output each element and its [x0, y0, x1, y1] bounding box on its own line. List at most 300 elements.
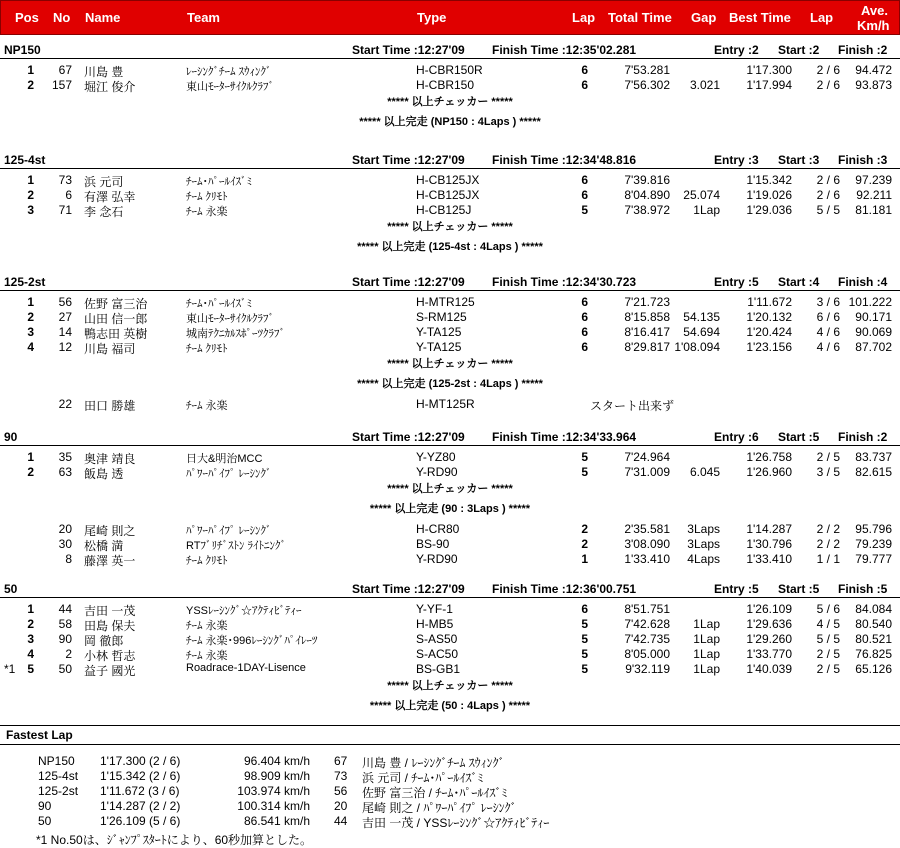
start-time: Start Time :12:27'09 — [352, 582, 465, 596]
cell-name: 李 念石 — [84, 205, 124, 219]
cell-name: 堀江 俊介 — [84, 80, 136, 94]
cell-team: ﾁｰﾑ 永楽･996ﾚｰｼﾝｸﾞﾊﾟｲﾚｰﾂ — [186, 635, 318, 647]
cell-type: H-CB125JX — [416, 188, 480, 202]
cell-lap: 6 — [581, 325, 588, 339]
cell-team: 城南ﾃｸﾆｶﾙｽﾎﾟｰﾂｸﾗﾌﾞ — [186, 328, 285, 340]
cell-no: 22 — [58, 397, 72, 411]
start-time: Start Time :12:27'09 — [352, 430, 465, 444]
cell-pos: 2 — [27, 310, 34, 324]
cell-best: 1'30.796 — [746, 537, 792, 551]
fastest-lap-section — [0, 725, 900, 846]
cell-bl: 2 / 6 — [816, 188, 840, 202]
finish-count: Finish :3 — [838, 153, 888, 167]
cell-lap: 6 — [581, 188, 588, 202]
fastest-who: 吉田 一茂 / YSSﾚｰｼﾝｸﾞ☆ｱｸﾃｨﾋﾞﾃｨｰ — [362, 816, 550, 830]
result-row — [0, 601, 900, 616]
cell-ave: 83.737 — [855, 450, 892, 464]
cell-team: ﾁｰﾑ･ﾊﾟｰﾙｲｽﾞﾐ — [186, 298, 252, 310]
cell-total: 8'51.751 — [624, 602, 670, 616]
result-row — [0, 631, 900, 646]
cell-lap: 1 — [581, 552, 588, 566]
cell-gap: 1Lap — [693, 632, 720, 646]
cell-pos: 1 — [27, 295, 34, 309]
col-name: Name — [85, 10, 121, 25]
finish-count: Finish :2 — [838, 430, 888, 444]
cell-name: 川島 福司 — [84, 342, 136, 356]
cell-no: 56 — [58, 295, 72, 309]
fastest-time: 1'17.300 (2 / 6) — [100, 754, 181, 768]
penalty-mark: *1 — [4, 662, 16, 676]
cell-gap: 1Lap — [693, 647, 720, 661]
finish-count: Finish :4 — [838, 275, 888, 289]
cell-ave: 87.702 — [855, 340, 892, 354]
cell-lap: 6 — [581, 295, 588, 309]
cell-ave: 76.825 — [855, 647, 892, 661]
result-row — [0, 309, 900, 324]
finish-time: Finish Time :12:34'30.723 — [492, 275, 637, 289]
col-type: Type — [417, 10, 447, 25]
cell-bl: 4 / 5 — [816, 617, 840, 631]
cell-bl: 5 / 5 — [816, 203, 840, 217]
cell-gap: 54.135 — [683, 310, 720, 324]
cell-best: 1'29.260 — [746, 632, 792, 646]
cell-no: 20 — [58, 522, 72, 536]
start-count: Start :3 — [778, 153, 820, 167]
cell-total: 7'21.723 — [624, 295, 670, 309]
cell-gap: 3Laps — [687, 522, 720, 536]
extra-row — [0, 551, 900, 566]
cell-ave: 101.222 — [848, 295, 892, 309]
cell-total: 7'38.972 — [624, 203, 670, 217]
col-ave: Ave. — [861, 3, 888, 18]
cell-gap: 1Lap — [693, 203, 720, 217]
cell-pos: 1 — [27, 173, 34, 187]
cell-ave: 79.239 — [855, 537, 892, 551]
entry-count: Entry :5 — [714, 275, 759, 289]
class-section — [0, 41, 900, 132]
cell-best: 1'20.424 — [746, 325, 792, 339]
class-section — [0, 151, 900, 257]
cell-ave: 82.615 — [855, 465, 892, 479]
finish-message: ***** 以上完走 (50 : 4Laps ) ***** — [369, 700, 531, 712]
cell-bl: 2 / 5 — [816, 662, 840, 676]
start-time: Start Time :12:27'09 — [352, 275, 465, 289]
cell-no: 30 — [58, 537, 72, 551]
cell-type: Y-TA125 — [416, 325, 462, 339]
cell-team: Roadrace-1DAY-Lisence — [186, 662, 306, 674]
col-lap: Lap — [572, 10, 596, 25]
fastest-no: 56 — [334, 784, 348, 798]
cell-no: 14 — [58, 325, 72, 339]
fastest-cls: 50 — [38, 814, 52, 828]
class-name: 90 — [4, 430, 18, 444]
cell-name: 岡 徹郎 — [84, 634, 124, 648]
cell-no: 6 — [65, 188, 72, 202]
cell-pos: 3 — [27, 632, 34, 646]
cell-name: 山田 信一郎 — [84, 312, 148, 326]
result-row — [0, 324, 900, 339]
col-team: Team — [187, 10, 220, 25]
cell-bl: 2 / 5 — [816, 450, 840, 464]
cell-name: 鴨志田 英樹 — [84, 327, 148, 341]
cell-no: 73 — [58, 173, 72, 187]
cell-type: H-CR80 — [416, 522, 460, 536]
fastest-speed: 96.404 km/h — [243, 754, 310, 768]
cell-bl: 3 / 6 — [816, 295, 840, 309]
cell-best: 1'14.287 — [746, 522, 792, 536]
finish-time: Finish Time :12:34'33.964 — [492, 430, 637, 444]
cell-type: Y-YF-1 — [416, 602, 453, 616]
cell-bl: 1 / 1 — [816, 552, 840, 566]
finish-time: Finish Time :12:36'00.751 — [492, 582, 637, 596]
cell-lap: 6 — [581, 173, 588, 187]
finish-time: Finish Time :12:35'02.281 — [492, 43, 637, 57]
cell-best: 1'29.636 — [746, 617, 792, 631]
footnote — [0, 828, 900, 846]
result-row — [0, 339, 900, 354]
col-total-time: Total Time — [608, 10, 672, 25]
checker-message: ***** 以上チェッカー ***** — [387, 483, 513, 495]
finish-time: Finish Time :12:34'48.816 — [492, 153, 637, 167]
entry-count: Entry :2 — [714, 43, 759, 57]
cell-team: ﾊﾟﾜｰﾊﾟｲﾌﾟ ﾚｰｼﾝｸﾞ — [186, 525, 272, 537]
cell-lap: 5 — [581, 647, 588, 661]
fastest-no: 44 — [334, 814, 348, 828]
result-row — [0, 449, 900, 464]
cell-bl: 2 / 5 — [816, 647, 840, 661]
cell-total: 2'35.581 — [624, 522, 670, 536]
class-header — [0, 273, 900, 291]
cell-type: S-AC50 — [416, 647, 459, 661]
class-section — [0, 428, 900, 566]
cell-total: 7'39.816 — [624, 173, 670, 187]
cell-total: 8'15.858 — [624, 310, 670, 324]
fastest-who: 尾崎 則之 / ﾊﾟﾜｰﾊﾟｲﾌﾟ ﾚｰｼﾝｸﾞ — [362, 801, 517, 815]
cell-ave: 95.796 — [855, 522, 892, 536]
cell-lap: 5 — [581, 203, 588, 217]
cell-total: 1'33.410 — [624, 552, 670, 566]
cell-ave: 92.211 — [856, 188, 892, 202]
result-row — [0, 202, 900, 217]
cell-lap: 5 — [581, 465, 588, 479]
start-count: Start :2 — [778, 43, 820, 57]
cell-total: 8'29.817 — [624, 340, 670, 354]
fastest-lap-row — [0, 753, 900, 768]
cell-no: 71 — [58, 203, 72, 217]
cell-name: 浜 元司 — [84, 175, 124, 189]
fastest-cls: 125-2st — [38, 784, 79, 798]
checker-message: ***** 以上チェッカー ***** — [387, 96, 513, 108]
cell-type: Y-RD90 — [416, 465, 458, 479]
cell-gap: 4Laps — [687, 552, 720, 566]
cell-best: 1'17.300 — [746, 63, 792, 77]
cell-name: 田島 保夫 — [84, 619, 136, 633]
cell-lap: 6 — [581, 340, 588, 354]
result-row — [0, 77, 900, 92]
cell-ave: 93.873 — [855, 78, 892, 92]
footnote-text: *1 No.50は、ｼﾞｬﾝﾌﾟｽﾀｰﾄにより、60秒加算とした。 — [36, 833, 313, 847]
cell-pos: 1 — [27, 63, 34, 77]
cell-ave: 84.084 — [855, 602, 892, 616]
cell-no: 50 — [58, 662, 72, 676]
cell-name: 吉田 一茂 — [84, 604, 136, 618]
result-row — [0, 616, 900, 631]
cell-best: 1'29.036 — [746, 203, 792, 217]
fastest-who: 浜 元司 / ﾁｰﾑ･ﾊﾟｰﾙｲｽﾞﾐ — [362, 771, 484, 785]
finish-count: Finish :2 — [838, 43, 888, 57]
result-row — [0, 187, 900, 202]
start-count: Start :5 — [778, 430, 820, 444]
fastest-time: 1'11.672 (3 / 6) — [100, 784, 180, 798]
cell-bl: 2 / 2 — [816, 537, 840, 551]
col-gap: Gap — [691, 10, 717, 25]
cell-team: 東山ﾓｰﾀｰｻｲｸﾙｸﾗﾌﾞ — [186, 313, 274, 325]
cell-type: S-RM125 — [416, 310, 467, 324]
cell-gap: 25.074 — [683, 188, 720, 202]
cell-name: 益子 國光 — [84, 664, 136, 678]
cell-pos: 1 — [27, 450, 34, 464]
cell-total: 7'31.009 — [624, 465, 670, 479]
finish-message: ***** 以上完走 (90 : 3Laps ) ***** — [369, 503, 531, 515]
fastest-no: 67 — [334, 754, 348, 768]
cell-bl: 2 / 6 — [816, 173, 840, 187]
cell-team: ﾁｰﾑ ｸﾘﾓﾄ — [186, 343, 228, 355]
cell-ave: 90.171 — [855, 310, 892, 324]
checker-message: ***** 以上チェッカー ***** — [387, 680, 513, 692]
cell-team: ﾁｰﾑ 永楽 — [186, 620, 228, 632]
cell-team: YSSﾚｰｼﾝｸﾞ☆ｱｸﾃｨﾋﾞﾃｨｰ — [186, 605, 302, 617]
cell-bl: 2 / 6 — [816, 78, 840, 92]
class-header — [0, 580, 900, 598]
checker-message: ***** 以上チェッカー ***** — [387, 221, 513, 233]
cell-type: H-MT125R — [416, 397, 475, 411]
fastest-time: 1'14.287 (2 / 2) — [100, 799, 181, 813]
result-row — [0, 294, 900, 309]
cell-best: 1'15.342 — [746, 173, 792, 187]
cell-bl: 3 / 5 — [816, 465, 840, 479]
cell-gap: 3Laps — [687, 537, 720, 551]
class-name: 50 — [4, 582, 18, 596]
cell-lap: 5 — [581, 662, 588, 676]
fastest-speed: 100.314 km/h — [237, 799, 310, 813]
class-section — [0, 580, 900, 716]
cell-type: H-CB125JX — [416, 173, 480, 187]
result-row — [0, 62, 900, 77]
cell-team: ﾊﾟﾜｰﾊﾟｲﾌﾟ ﾚｰｼﾝｸﾞ — [186, 468, 272, 480]
cell-best: 1'26.109 — [746, 602, 792, 616]
col-best-time: Best Time — [729, 10, 791, 25]
cell-no: 27 — [58, 310, 72, 324]
cell-team: ﾁｰﾑ 永楽 — [186, 400, 228, 412]
finish-message: ***** 以上完走 (NP150 : 4Laps ) ***** — [359, 116, 541, 128]
cell-team: RTﾌﾞﾘﾁﾞｽﾄﾝ ﾗｲﾄﾆﾝｸﾞ — [186, 540, 287, 552]
result-row — [0, 646, 900, 661]
cell-no: 157 — [51, 78, 72, 92]
cell-ave: 81.181 — [855, 203, 892, 217]
cell-name: 川島 豊 — [84, 65, 124, 79]
cell-ave: 65.126 — [855, 662, 892, 676]
fastest-who: 佐野 富三治 / ﾁｰﾑ･ﾊﾟｰﾙｲｽﾞﾐ — [362, 786, 508, 800]
cell-total: 8'05.000 — [624, 647, 670, 661]
class-name: 125-2st — [4, 275, 46, 289]
fastest-no: 73 — [334, 769, 348, 783]
cell-pos: 4 — [27, 340, 34, 354]
cell-ave: 79.777 — [855, 552, 892, 566]
cell-type: S-AS50 — [416, 632, 458, 646]
cell-lap: 6 — [581, 602, 588, 616]
extra-row — [0, 521, 900, 536]
cell-ave: 97.239 — [855, 173, 892, 187]
fastest-speed: 98.909 km/h — [243, 769, 310, 783]
cell-lap: 5 — [581, 617, 588, 631]
cell-type: Y-TA125 — [416, 340, 462, 354]
cell-no: 12 — [58, 340, 72, 354]
start-count: Start :5 — [778, 582, 820, 596]
fastest-lap-row — [0, 768, 900, 783]
cell-name: 飯島 透 — [84, 467, 124, 481]
cell-type: Y-YZ80 — [416, 450, 456, 464]
cell-pos: 3 — [27, 203, 34, 217]
fastest-lap-row — [0, 783, 900, 798]
cell-total: 7'42.735 — [624, 632, 670, 646]
cell-best: 1'26.960 — [746, 465, 792, 479]
cell-type: H-CBR150R — [416, 63, 483, 77]
cell-best: 1'40.039 — [746, 662, 792, 676]
fastest-lap-list — [0, 745, 900, 828]
cell-bl: 2 / 2 — [816, 522, 840, 536]
start-time: Start Time :12:27'09 — [352, 43, 465, 57]
cell-lap: 5 — [581, 632, 588, 646]
entry-count: Entry :3 — [714, 153, 759, 167]
cell-team: ﾚｰｼﾝｸﾞﾁｰﾑ ｽｳｨﾝｸﾞ — [186, 66, 272, 78]
cell-ave: 80.521 — [855, 632, 892, 646]
fastest-time: 1'15.342 (2 / 6) — [100, 769, 181, 783]
cell-ave: 94.472 — [855, 63, 892, 77]
cell-name: 松橋 満 — [84, 539, 124, 553]
cell-gap: 54.694 — [683, 325, 720, 339]
col-no: No — [53, 10, 71, 25]
cell-gap: 6.045 — [689, 465, 720, 479]
start-time: Start Time :12:27'09 — [352, 153, 465, 167]
cell-no: 2 — [65, 647, 72, 661]
cell-name: 尾崎 則之 — [84, 524, 136, 538]
class-header — [0, 151, 900, 169]
cell-total: 7'24.964 — [624, 450, 670, 464]
cell-ave: 80.540 — [855, 617, 892, 631]
cell-best: 1'33.410 — [746, 552, 792, 566]
fastest-lap-header — [0, 725, 900, 745]
cell-best: 1'17.994 — [746, 78, 792, 92]
cell-name: 藤澤 英一 — [84, 554, 136, 568]
col-kmh: Km/h — [857, 18, 890, 33]
cell-pos: 2 — [27, 78, 34, 92]
cell-pos: 2 — [27, 617, 34, 631]
cell-total: 7'53.281 — [624, 63, 670, 77]
cell-team: ﾁｰﾑ 永楽 — [186, 206, 228, 218]
cell-bl: 5 / 6 — [816, 602, 840, 616]
cell-name: 佐野 富三治 — [84, 297, 148, 311]
cell-type: BS-90 — [416, 537, 450, 551]
class-name: 125-4st — [4, 153, 46, 167]
cell-bl: 4 / 6 — [816, 340, 840, 354]
fastest-lap-title: Fastest Lap — [6, 728, 73, 742]
cell-pos: 2 — [27, 188, 34, 202]
cell-bl: 5 / 5 — [816, 632, 840, 646]
cell-team: ﾁｰﾑ ｸﾘﾓﾄ — [186, 191, 228, 203]
cell-lap: 2 — [581, 537, 588, 551]
cell-lap: 6 — [581, 310, 588, 324]
extra-row — [0, 396, 900, 411]
cell-ave: 90.069 — [855, 325, 892, 339]
cell-total: 3'08.090 — [624, 537, 670, 551]
cell-note: スタート出来ず — [590, 399, 675, 413]
fastest-cls: 90 — [38, 799, 52, 813]
cell-bl: 6 / 6 — [816, 310, 840, 324]
cell-team: 東山ﾓｰﾀｰｻｲｸﾙｸﾗﾌﾞ — [186, 81, 274, 93]
fastest-who: 川島 豊 / ﾚｰｼﾝｸﾞﾁｰﾑ ｽｳｨﾝｸﾞ — [362, 756, 505, 770]
col-pos: Pos — [15, 10, 39, 25]
cell-type: H-CBR150 — [416, 78, 475, 92]
cell-team: ﾁｰﾑ ｸﾘﾓﾄ — [186, 555, 228, 567]
fastest-speed: 86.541 km/h — [243, 814, 310, 828]
finish-message: ***** 以上完走 (125-4st : 4Laps ) ***** — [357, 241, 543, 253]
cell-best: 1'20.132 — [746, 310, 792, 324]
cell-gap: 1'08.094 — [674, 340, 720, 354]
cell-best: 1'33.770 — [746, 647, 792, 661]
fastest-cls: 125-4st — [38, 769, 79, 783]
cell-pos: 4 — [27, 647, 34, 661]
cell-total: 8'16.417 — [624, 325, 670, 339]
results-header — [0, 0, 900, 35]
cell-no: 63 — [58, 465, 72, 479]
cell-lap: 5 — [581, 450, 588, 464]
start-count: Start :4 — [778, 275, 820, 289]
fastest-cls: NP150 — [38, 754, 75, 768]
extra-row — [0, 536, 900, 551]
entry-count: Entry :6 — [714, 430, 759, 444]
cell-gap: 1Lap — [693, 617, 720, 631]
cell-type: H-CB125J — [416, 203, 472, 217]
cell-total: 9'32.119 — [625, 662, 670, 676]
fastest-lap-row — [0, 798, 900, 813]
cell-no: 8 — [65, 552, 72, 566]
result-row — [0, 464, 900, 479]
cell-pos: 5 — [27, 662, 34, 676]
class-section — [0, 273, 900, 411]
cell-lap: 6 — [581, 78, 588, 92]
cell-type: H-MB5 — [416, 617, 454, 631]
fastest-time: 1'26.109 (5 / 6) — [100, 814, 181, 828]
cell-team: ﾁｰﾑ 永楽 — [186, 650, 228, 662]
finish-count: Finish :5 — [838, 582, 888, 596]
cell-name: 奥津 靖良 — [84, 452, 136, 466]
cell-total: 7'42.628 — [624, 617, 670, 631]
cell-no: 35 — [58, 450, 72, 464]
cell-no: 44 — [58, 602, 72, 616]
fastest-no: 20 — [334, 799, 348, 813]
result-row — [0, 661, 900, 676]
cell-team: 日大&明治MCC — [186, 453, 263, 465]
class-name: NP150 — [4, 43, 41, 57]
cell-type: H-MTR125 — [416, 295, 475, 309]
class-header — [0, 428, 900, 446]
checker-message: ***** 以上チェッカー ***** — [387, 358, 513, 370]
cell-best: 1'26.758 — [746, 450, 792, 464]
cell-best: 1'19.026 — [746, 188, 792, 202]
cell-type: Y-RD90 — [416, 552, 458, 566]
cell-lap: 6 — [581, 63, 588, 77]
cell-pos: 2 — [27, 465, 34, 479]
